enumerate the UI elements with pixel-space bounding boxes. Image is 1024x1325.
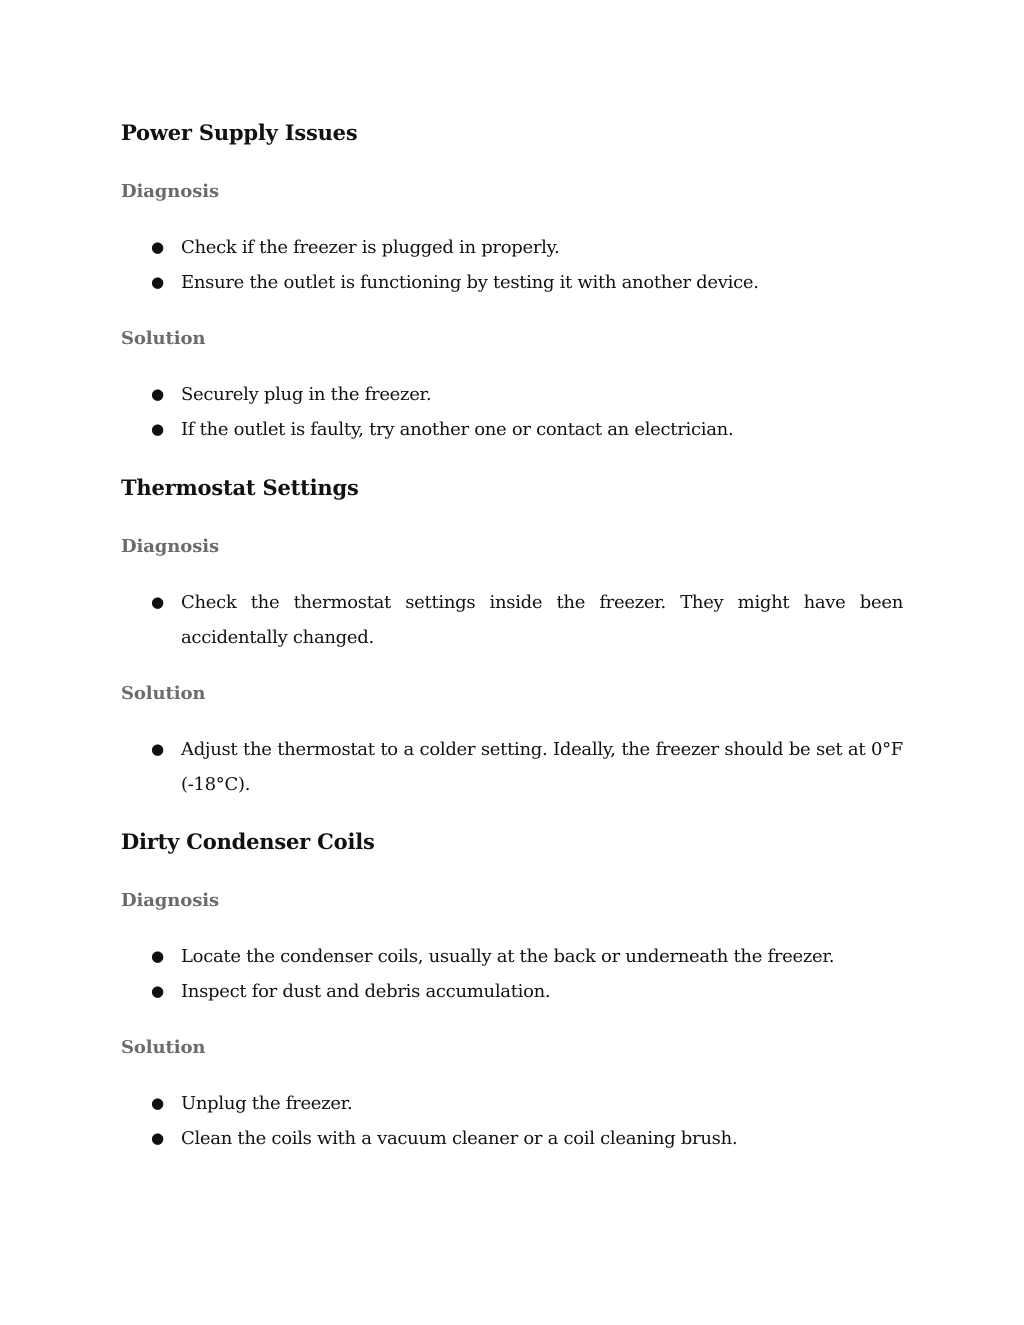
bullet-icon: ●	[151, 1129, 164, 1147]
list-item-text: Inspect for dust and debris accumulation.	[181, 981, 551, 1002]
list-item-text: Clean the coils with a vacuum cleaner or a coil cleaning brush.	[181, 1128, 738, 1149]
diagnosis-subheading: Diagnosis	[121, 536, 219, 557]
bullet-icon: ●	[151, 385, 164, 403]
bullet-icon: ●	[151, 982, 164, 1000]
list-item-text: Adjust the thermostat to a colder setting. Ideally, the freezer should be set at 0°F (-18°C).	[181, 739, 903, 795]
list-item-text: Ensure the outlet is functioning by testing it with another device.	[181, 272, 759, 293]
solution-list	[121, 1086, 903, 1156]
list-item-text: Securely plug in the freezer.	[181, 384, 432, 405]
list-item	[121, 412, 903, 447]
list-item	[121, 377, 903, 412]
list-item-text: Unplug the freezer.	[181, 1093, 353, 1114]
list-item	[121, 939, 903, 974]
section-heading: Thermostat Settings	[121, 475, 359, 500]
diagnosis-list	[121, 939, 903, 1009]
list-item	[121, 974, 903, 1009]
list-item	[121, 265, 903, 300]
diagnosis-subheading: Diagnosis	[121, 890, 219, 911]
list-item	[121, 1121, 903, 1156]
section-heading: Power Supply Issues	[121, 120, 358, 145]
bullet-icon: ●	[151, 273, 164, 291]
list-item-text: Check if the freezer is plugged in properly.	[181, 237, 560, 258]
list-item-text: If the outlet is faulty, try another one or contact an electrician.	[181, 419, 734, 440]
diagnosis-subheading: Diagnosis	[121, 181, 219, 202]
list-item	[121, 230, 903, 265]
list-item	[121, 1086, 903, 1121]
list-item	[121, 585, 903, 655]
bullet-icon: ●	[151, 593, 164, 611]
diagnosis-list	[121, 230, 903, 300]
solution-list	[121, 377, 903, 447]
diagnosis-list	[121, 585, 903, 655]
solution-list	[121, 732, 903, 802]
solution-subheading: Solution	[121, 1037, 206, 1058]
solution-subheading: Solution	[121, 683, 206, 704]
section-heading: Dirty Condenser Coils	[121, 829, 375, 854]
list-item-text: Locate the condenser coils, usually at the back or underneath the freezer.	[181, 946, 835, 967]
bullet-icon: ●	[151, 420, 164, 438]
list-item-text: Check the thermostat settings inside the freezer. They might have been accidentally changed.	[181, 592, 903, 648]
solution-subheading: Solution	[121, 328, 206, 349]
bullet-icon: ●	[151, 238, 164, 256]
list-item	[121, 732, 903, 802]
bullet-icon: ●	[151, 947, 164, 965]
bullet-icon: ●	[151, 1094, 164, 1112]
bullet-icon: ●	[151, 740, 164, 758]
